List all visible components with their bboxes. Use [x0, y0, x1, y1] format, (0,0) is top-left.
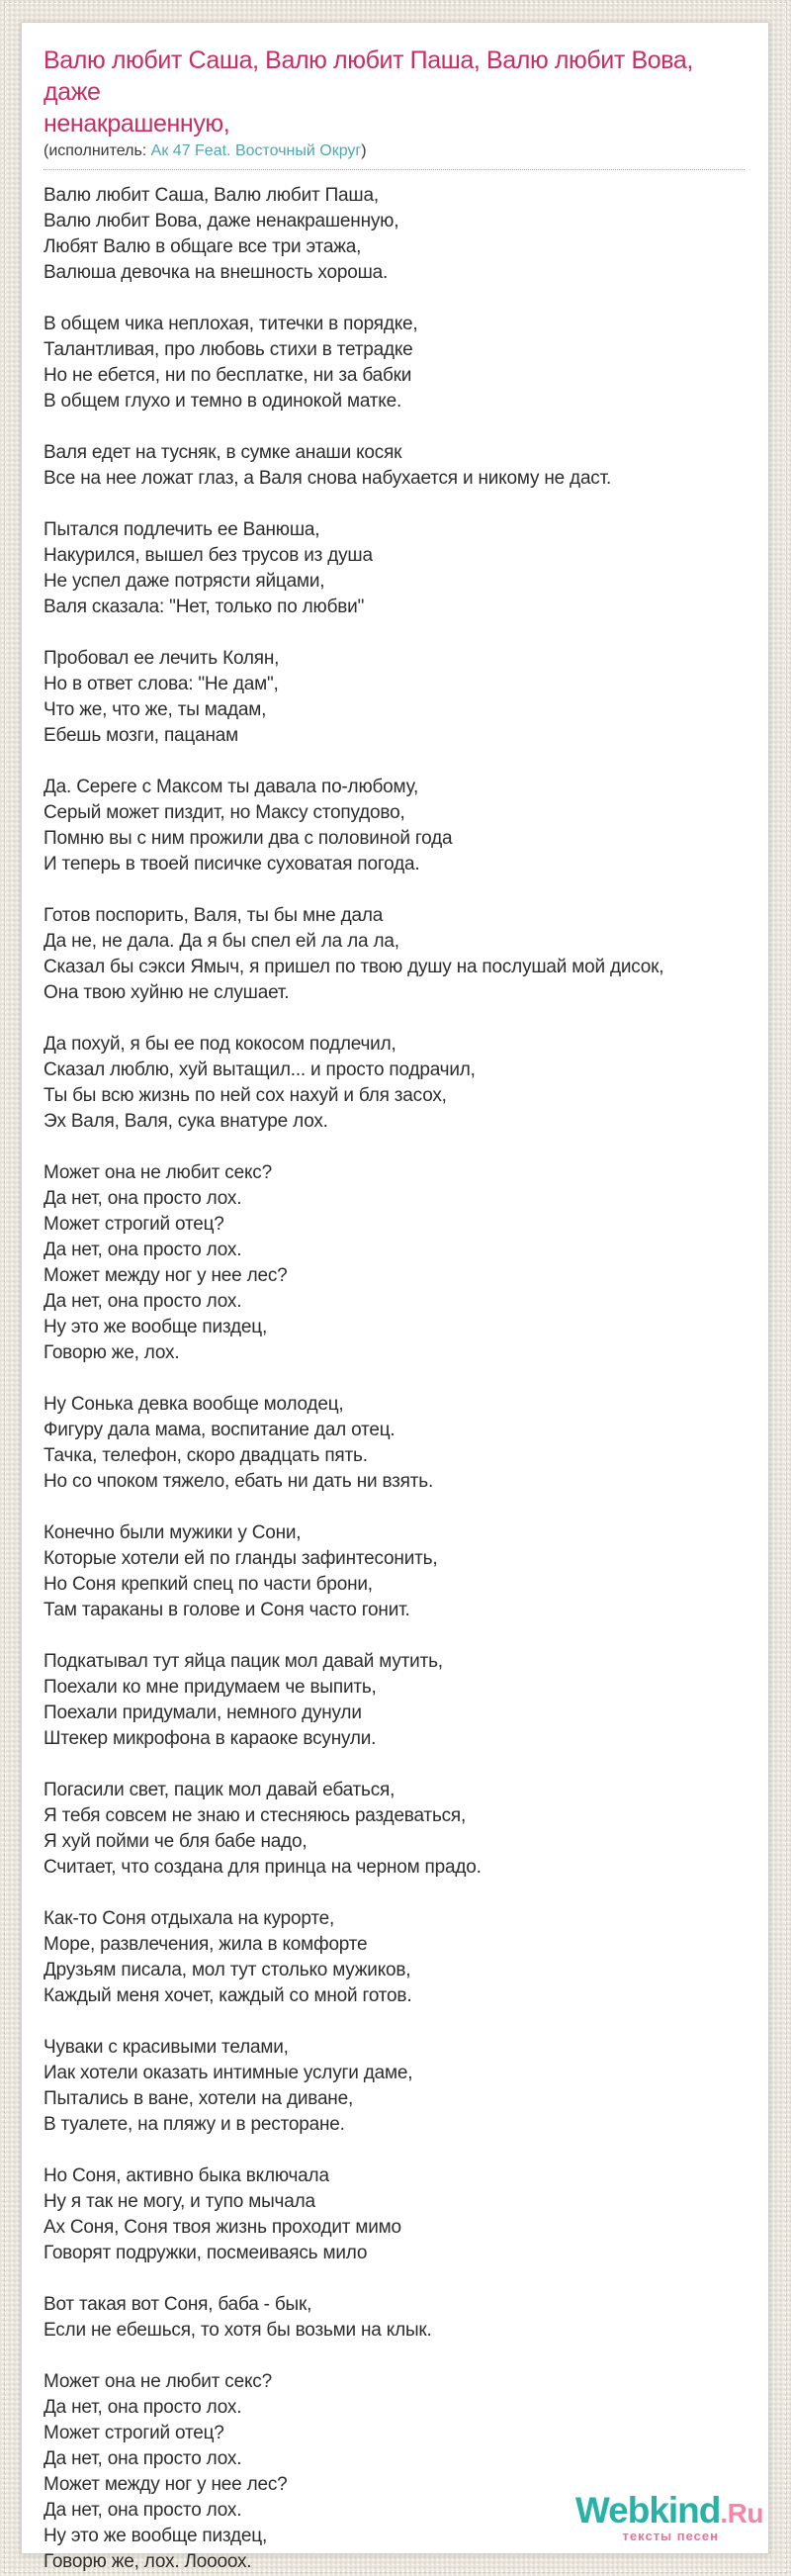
lyrics-line: Погасили свет, пацик мол давай ебаться,	[44, 1780, 396, 1800]
lyrics-line: Но Соня крепкий спец по части брони,	[44, 1574, 373, 1595]
lyrics-line: Каждый меня хочет, каждый со мной готов.	[44, 1985, 412, 2006]
lyrics-line: Пытались в ване, хотели на диване,	[44, 2088, 354, 2109]
lyrics-line: Да нет, она просто лох.	[44, 2500, 242, 2521]
lyrics-line: Может она не любит секс?	[44, 1162, 272, 1183]
lyrics-line: Может она не любит секс?	[44, 2371, 272, 2392]
logo-tagline: тексты песен	[622, 2529, 719, 2543]
lyrics-line: Там тараканы в голове и Соня часто гонит.	[44, 1600, 410, 1620]
lyrics-stanza	[44, 2035, 745, 2138]
lyrics-line: Штекер микрофона в караоке всунули.	[44, 1728, 377, 1749]
lyrics-line: Пробовал ее лечить Колян,	[44, 648, 280, 669]
lyrics-line: Может между ног у нее лес?	[44, 2474, 288, 2495]
page-title	[44, 45, 745, 139]
lyrics-line: Может строгий отец?	[44, 2423, 224, 2443]
lyrics-text	[44, 183, 745, 2575]
lyrics-stanza	[44, 775, 745, 877]
lyrics-line: Поехали ко мне придумаем че выпить,	[44, 1677, 377, 1698]
lyrics-line: Валю любит Вова, даже ненакрашенную,	[44, 211, 399, 231]
title-line-1: Валю любит Саша, Валю любит Паша, Валю любит Вова, даже	[44, 46, 693, 106]
lyrics-line: Но со чпоком тяжело, ебать ни дать ни взять.	[44, 1471, 434, 1492]
lyrics-line: Сказал люблю, хуй вытащил... и просто подрачил,	[44, 1059, 476, 1080]
artist-label: (исполнитель:	[44, 142, 151, 159]
lyrics-stanza	[44, 646, 745, 749]
lyrics-line: В общем глухо и темно в одинокой матке.	[44, 391, 402, 412]
lyrics-line: Но в ответ слова: "Не дам",	[44, 674, 279, 694]
lyrics-line: Вот такая вот Соня, баба - бык,	[44, 2294, 312, 2315]
artist-line	[44, 139, 745, 170]
lyrics-stanza	[44, 2369, 745, 2575]
lyrics-line: Серый может пиздит, но Максу стопудово,	[44, 802, 405, 823]
lyrics-stanza	[44, 312, 745, 414]
lyrics-line: Да нет, она просто лох.	[44, 1291, 242, 1312]
lyrics-line: И теперь в твоей писичке суховатая погода.	[44, 854, 420, 874]
lyrics-line: Помню вы с ним прожили два с половиной года	[44, 828, 453, 849]
title-line-2: ненакрашенную,	[44, 110, 230, 138]
lyrics-line: Ах Соня, Соня твоя жизнь проходит мимо	[44, 2217, 401, 2238]
lyrics-line: Я тебя совсем не знаю и стесняюсь раздеваться,	[44, 1805, 467, 1826]
lyrics-line: Она твою хуйню не слушает.	[44, 982, 290, 1003]
lyrics-line: Может между ног у нее лес?	[44, 1265, 288, 1286]
lyrics-stanza	[44, 903, 745, 1006]
lyrics-line: Ебешь мозги, пацанам	[44, 725, 238, 746]
lyrics-stanza	[44, 1906, 745, 2009]
logo-suffix-text: .Ru	[720, 2498, 763, 2529]
lyrics-line: Говорят подружки, посмеиваясь мило	[44, 2243, 368, 2263]
lyrics-stanza	[44, 2163, 745, 2266]
lyrics-line: Накурился, вышел без трусов из душа	[44, 545, 373, 566]
lyrics-line: Как-то Соня отдыхала на курорте,	[44, 1908, 335, 1929]
lyrics-line: Ну я так не могу, и тупо мычала	[44, 2191, 315, 2212]
lyrics-line: Не успел даже потрясти яйцами,	[44, 571, 325, 592]
lyrics-line: Валя сказала: "Нет, только по любви"	[44, 597, 365, 617]
lyrics-line: Талантливая, про любовь стихи в тетрадке	[44, 339, 413, 360]
lyrics-line: Тачка, телефон, скоро двадцать пять.	[44, 1445, 368, 1466]
lyrics-stanza	[44, 1032, 745, 1135]
lyrics-line: Ну это же вообще пиздец,	[44, 1317, 268, 1337]
lyrics-line: Море, развлечения, жила в комфорте	[44, 1934, 368, 1955]
lyrics-stanza	[44, 440, 745, 492]
lyrics-line: Конечно были мужики у Сони,	[44, 1522, 302, 1543]
lyrics-line: Да нет, она просто лох.	[44, 2397, 242, 2418]
lyrics-line: Которые хотели ей по гланды зафинтесонить,	[44, 1548, 438, 1569]
lyrics-line: Чуваки с красивыми телами,	[44, 2037, 289, 2058]
lyrics-line: Ну Сонька девка вообще молодец,	[44, 1394, 344, 1415]
lyrics-line: Я хуй пойми че бля бабе надо,	[44, 1831, 308, 1852]
lyrics-stanza	[44, 2292, 745, 2344]
lyrics-line: Да нет, она просто лох.	[44, 1240, 242, 1260]
lyrics-stanza	[44, 1649, 745, 1752]
lyrics-line: Да похуй, я бы ее под кокосом подлечил,	[44, 1034, 396, 1055]
lyrics-stanza	[44, 1392, 745, 1495]
lyrics-card	[21, 22, 769, 2572]
lyrics-line: В общем чика неплохая, титечки в порядке,	[44, 314, 418, 334]
lyrics-line: Валю любит Саша, Валю любит Паша,	[44, 185, 379, 206]
lyrics-line: Ну это же вообще пиздец,	[44, 2526, 268, 2546]
lyrics-line: Эх Валя, Валя, сука внатуре лох.	[44, 1111, 328, 1132]
lyrics-line: Что же, что же, ты мадам,	[44, 699, 267, 720]
lyrics-line: Говорю же, лох. Лоооох.	[44, 2551, 252, 2572]
lyrics-line: Поехали придумали, немного дунули	[44, 1702, 362, 1723]
lyrics-line: Готов поспорить, Валя, ты бы мне дала	[44, 905, 384, 926]
lyrics-stanza	[44, 1778, 745, 1881]
artist-link[interactable]: Ак 47 Feat. Восточный Округ	[150, 142, 362, 159]
lyrics-line: Ты бы всю жизнь по ней сох нахуй и бля засох,	[44, 1085, 447, 1106]
lyrics-line: Но не ебется, ни по бесплатке, ни за бабки	[44, 365, 412, 386]
lyrics-stanza	[44, 183, 745, 286]
lyrics-line: Пытался подлечить ее Ванюша,	[44, 519, 320, 540]
lyrics-line: Если не ебешься, то хотя бы возьми на клык.	[44, 2320, 432, 2341]
lyrics-line: Да нет, она просто лох.	[44, 1188, 242, 1209]
lyrics-line: Любят Валю в общаге все три этажа,	[44, 236, 362, 257]
lyrics-stanza	[44, 517, 745, 620]
lyrics-line: Да. Сереге с Максом ты давала по-любому,	[44, 777, 419, 797]
logo-primary-text: Webkind	[574, 2490, 721, 2530]
lyrics-line: Друзьям писала, мол тут столько мужиков,	[44, 1960, 411, 1980]
lyrics-stanza	[44, 1520, 745, 1623]
lyrics-line: Подкатывал тут яйца пацик мол давай мутить,	[44, 1651, 443, 1672]
lyrics-line: Сказал бы сэкси Ямыч, я пришел по твою душу на послушай мой дисок,	[44, 957, 664, 977]
lyrics-line: Да не, не дала. Да я бы спел ей ла ла ла,	[44, 931, 399, 952]
lyrics-line: Может строгий отец?	[44, 1214, 224, 1235]
webkind-logo[interactable]	[574, 2490, 763, 2543]
lyrics-line: В туалете, на пляжу и в ресторане.	[44, 2114, 345, 2135]
lyrics-line: Иак хотели оказать интимные услуги даме,	[44, 2063, 413, 2083]
lyrics-line: Все на нее ложат глаз, а Валя снова набухается и никому не даст.	[44, 468, 612, 489]
lyrics-line: Да нет, она просто лох.	[44, 2448, 242, 2469]
lyrics-line: Говорю же, лох.	[44, 1342, 180, 1363]
lyrics-line: Валя едет на тусняк, в сумке анаши косяк	[44, 442, 402, 463]
lyrics-stanza	[44, 1160, 745, 1366]
artist-close-paren: )	[361, 142, 367, 159]
lyrics-line: Фигуру дала мама, воспитание дал отец.	[44, 1420, 396, 1440]
lyrics-line: Но Соня, активно быка включала	[44, 2165, 329, 2186]
lyrics-line: Валюша девочка на внешность хороша.	[44, 262, 389, 283]
lyrics-line: Считает, что создана для принца на черном прадо.	[44, 1857, 482, 1878]
